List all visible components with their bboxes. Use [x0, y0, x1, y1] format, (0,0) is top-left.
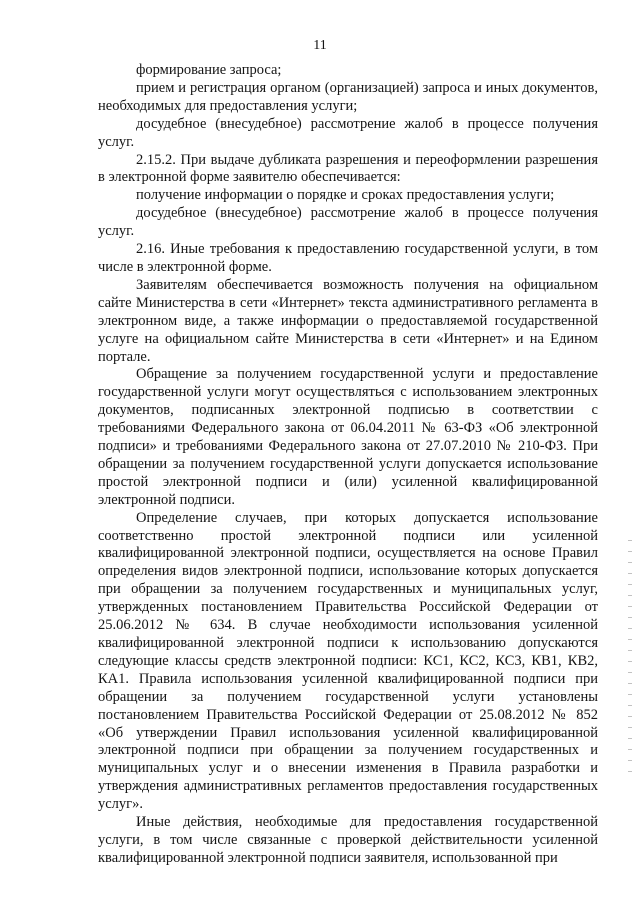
- paragraph: 2.16. Иные требования к предоставлению государственной услуги, в том числе в электронной форме.: [98, 241, 598, 275]
- paragraph: досудебное (внесудебное) рассмотрение жалоб в процессе получения услуг.: [98, 115, 598, 150]
- paragraph: Иные действия, необходимые для предоставления государственной услуги, в том числе связанные с проверкой действительности усиленной квалифицированной электронной подписи заявителя, использованной при: [98, 814, 598, 866]
- paragraph: Обращение за получением государственной услуги и предоставление государственной услуги могут осуществляться с использованием электронных документов, подписанных электронной подписью в соответствии с требованиями Федерального закона от 06.04.2011 № 63-ФЗ «Об электронной подписи» и требованиями Федерального закона от 27.07.2010 № 210-ФЗ. При обращении за получением государственной услуги допускается использование простой электронной подписи и (или) усиленной квалифицированной электронной подписи.: [98, 366, 598, 508]
- paragraph: Определение случаев, при которых допускается использование соответственно простой электронной подписи или усиленной квалифицированной электронной подписи, осуществляется на основе Правил определения видов электронной подписи, использование которых допускается при обращении за получением государственных и муниципальных услуг, утвержденных постановлением Правительства Российской Федерации от 25.06.2012 № 634. В случае необходимости использования усиленной квалифицированной электронной подписи к использованию допускаются следующие классы средств электронной подписи: КС1, КС2, КС3, КВ1, КВ2, КА1. Правила использования усиленной квалифицированной подписи при обращении за получением государственной услуги установлены постановлением Правительства Российской Федерации от 25.08.2012 № 852 «Об утверждении Правил использования усиленной квалифицированной электронной подписи при обращении за получением государственных и муниципальных услуг и о внесении изменения в Правила разработки и утверждения административных регламентов предоставления государственных услуг».: [98, 509, 598, 813]
- paragraph: формирование запроса;: [136, 62, 282, 78]
- paragraph: получение информации о порядке и сроках предоставления услуги;: [136, 187, 555, 204]
- scan-artifact: [628, 540, 632, 780]
- document-body: [98, 62, 598, 868]
- paragraph: Заявителям обеспечивается возможность получения на официальном сайте Министерства в сети «Интернет» текста административного регламента в электронном виде, а также информации о предоставляемой государственной услуге на официальном сайте Министерства в сети «Интернет» и на Едином портале.: [98, 276, 598, 365]
- paragraph: досудебное (внесудебное) рассмотрение жалоб в процессе получения услуг.: [98, 205, 598, 240]
- paragraph: прием и регистрация органом (организацией) запроса и иных документов, необходимых для предоставления услуги;: [98, 79, 598, 114]
- page-number: 11: [313, 38, 327, 53]
- paragraph: 2.15.2. При выдаче дубликата разрешения и переоформлении разрешения в электронной форме заявителю обеспечивается:: [98, 151, 598, 186]
